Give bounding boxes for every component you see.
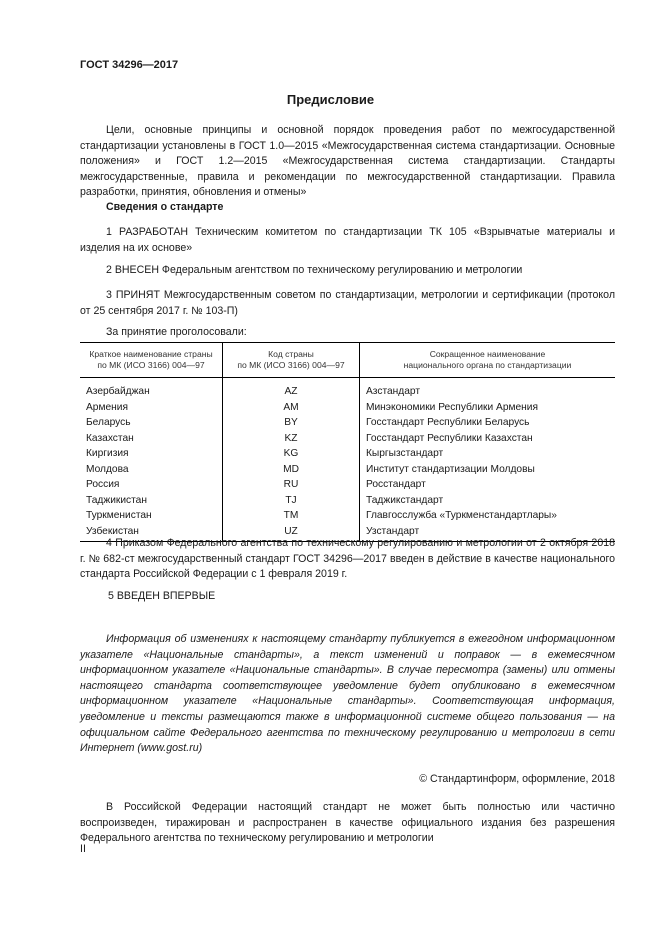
org-cell: Таджикстандарт (366, 494, 444, 506)
org-cell: Госстандарт Республики Казахстан (366, 432, 533, 444)
org-cell: Главгосслужба «Туркменстандартлары» (366, 510, 557, 522)
item-4: 4 Приказом Федерального агентства по техническому регулированию и метрологии от 2 октября 2018 г. № 682-ст межгосударственный стандарт ГОСТ 34296—2017 введен в действие в качестве национального стандарта Российской Федерации с 1 февраля 2019 г. (80, 537, 615, 581)
code-cell: KZ (223, 431, 360, 447)
page-title: Предисловие (286, 92, 375, 107)
country-cell: Киргизия (80, 446, 223, 462)
code-cell: RU (223, 477, 360, 493)
org-cell: Узстандарт (360, 524, 616, 542)
table-row (80, 508, 615, 524)
header-code (223, 343, 360, 378)
country-cell: Россия (80, 477, 223, 493)
code-cell: MD (223, 462, 360, 478)
org-cell: Минэкономики Республики Армения (366, 401, 538, 413)
page-number: II (80, 843, 86, 855)
table-row (80, 493, 615, 509)
country-cell: Азербайджан (80, 378, 223, 400)
item-2: 2 ВНЕСЕН Федеральным агентством по техническому регулированию и метрологии (106, 264, 523, 276)
header-country (80, 343, 223, 378)
footer-notice: В Российской Федерации настоящий стандарт не может быть полностью или частично воспроизведен, тиражирован и распространен в качестве официального издания без разрешения Федерального агентства по техническому регулированию и метрологии (80, 801, 615, 845)
org-cell: Азстандарт (366, 386, 421, 398)
table-row (80, 378, 615, 400)
header-country-line1: Краткое наименование страны (89, 349, 213, 359)
country-cell: Узбекистан (80, 524, 223, 542)
country-cell: Беларусь (80, 415, 223, 431)
country-cell: Молдова (80, 462, 223, 478)
table-row (80, 462, 615, 478)
header-code-line1: Код страны (268, 349, 314, 359)
table-row (80, 477, 615, 493)
org-cell: Кыргызстандарт (366, 448, 444, 460)
item-3: 3 ПРИНЯТ Межгосударственным советом по стандартизации, метрологии и сертификации (протокол от 25 сентября 2017 г. № 103-П) (80, 289, 615, 317)
code-cell: AZ (223, 378, 360, 400)
code-cell: BY (223, 415, 360, 431)
header-code-line2: по МК (ИСО 3166) 004—97 (237, 360, 345, 370)
intro-paragraph: Цели, основные принципы и основной порядок проведения работ по межгосударственной стандартизации установлены в ГОСТ 1.0—2015 «Межгосударственная система стандартизации. Основные положения» и ГОСТ 1.2—2015 «Межгосударственная система стандартизации. Стандарты межгосударственные, правила и рекомендации по межгосударственной стандартизации. Правила разработки, принятия, обновления и отмены» (80, 124, 615, 199)
header-org-line1: Сокращенное наименование (429, 349, 546, 359)
country-cell: Туркменистан (80, 508, 223, 524)
info-notice: Информация об изменениях к настоящему стандарту публикуется в ежегодном информационном указателе «Национальные стандарты», а текст изменений и поправок — в ежемесячном информационном указателе «Национальные стандарты». В случае пересмотра (замены) или отмены настоящего стандарта соответствующее уведомление будет опубликовано в ежемесячном информационном указателе «Национальные стандарты». Соответствующая информация, уведомление и тексты размещаются также в информационной системе общего пользования — на официальном сайте Федерального агентства по техническому регулированию и метрологии в сети Интернет (www.gost.ru) (80, 633, 615, 755)
code-cell: AM (223, 400, 360, 416)
item-5: 5 ВВЕДЕН ВПЕРВЫЕ (108, 590, 216, 602)
voted-label: За принятие проголосовали: (106, 326, 247, 338)
table-row (80, 400, 615, 416)
header-org-line2: национального органа по стандартизации (403, 360, 572, 370)
item-1: 1 РАЗРАБОТАН Техническим комитетом по стандартизации ТК 105 «Взрывчатые материалы и изделия на их основе» (80, 226, 615, 254)
header-org (360, 343, 616, 378)
table-row (80, 446, 615, 462)
country-cell: Казахстан (80, 431, 223, 447)
table-header-row (80, 343, 615, 378)
countries-table (80, 342, 615, 542)
table-row (80, 431, 615, 447)
code-cell: KG (223, 446, 360, 462)
info-heading: Сведения о стандарте (106, 201, 224, 213)
table-row (80, 415, 615, 431)
code-cell: TJ (223, 493, 360, 509)
code-cell: TM (223, 508, 360, 524)
copyright: © Стандартинформ, оформление, 2018 (419, 773, 615, 785)
code-cell: UZ (223, 524, 360, 542)
org-cell: Росстандарт (366, 479, 426, 491)
country-cell: Армения (80, 400, 223, 416)
org-cell: Институт стандартизации Молдовы (366, 463, 535, 475)
country-cell: Таджикистан (80, 493, 223, 509)
document-header: ГОСТ 34296—2017 (80, 59, 179, 71)
header-country-line2: по МК (ИСО 3166) 004—97 (97, 360, 205, 370)
org-cell: Госстандарт Республики Беларусь (366, 417, 530, 429)
